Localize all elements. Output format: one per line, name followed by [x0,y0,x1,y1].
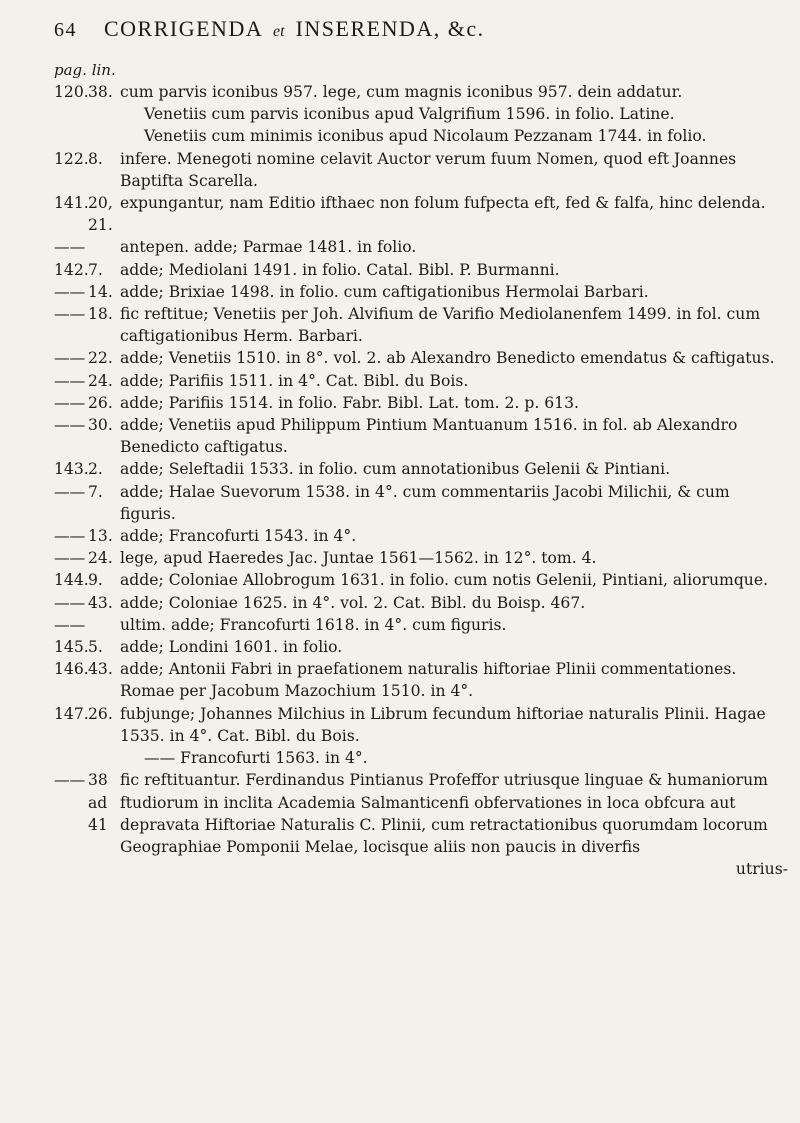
entry-text: adde; Francofurti 1543. in 4°. [120,527,357,546]
entry-page: —— [54,615,86,634]
errata-entry [54,481,788,525]
entry-text: fubjunge; Johannes Milchius in Librum fecundum hiftoriae naturalis Plinii. Hagae 1535. in 4°. Cat. Bibl. du Bois. [120,704,766,745]
errata-entry [54,547,788,569]
entry-text: antepen. adde; Parmae 1481. in folio. [120,238,417,257]
errata-entry [54,103,788,125]
errata-entry [54,347,788,369]
header-title-part2: INSERENDA, &c. [295,16,485,41]
entry-line: 7. [88,260,103,279]
running-header [54,16,794,42]
entry-text: adde; Brixiae 1498. in folio. cum caftigationibus Hermolai Barbari. [120,282,649,301]
entry-page: —— [54,527,86,546]
errata-list [54,81,788,880]
entry-line: 7. [88,482,103,501]
errata-entry [54,458,788,480]
column-heading-line: lin. [91,61,116,79]
errata-entry [54,636,788,658]
entry-line: 24. [88,371,113,390]
entry-page: —— [54,416,86,435]
errata-entry [54,414,788,458]
entry-text: adde; Venetiis 1510. in 8°. vol. 2. ab Alexandro Benedicto emendatus & caftigatus. [120,349,775,368]
entry-line: 14. [88,282,113,301]
entry-line: 22. [88,349,113,368]
entry-page: 143. [54,460,89,479]
entry-page: —— [54,371,86,390]
errata-entry [54,658,788,702]
entry-line: 18. [88,305,113,324]
errata-entry [54,592,788,614]
entry-text: fic reftitue; Venetiis per Joh. Alvifium de Varifio Mediolanenfem 1499. in fol. cum caftigationibus Herm. Barbari. [120,305,761,346]
entry-text: adde; Halae Suevorum 1538. in 4°. cum commentariis Jacobi Milichii, & cum figuris. [120,482,730,523]
errata-entry [54,148,788,192]
entry-page: —— [54,482,86,501]
header-title-part1: CORRIGENDA [104,16,263,41]
entry-line: 26. [88,393,113,412]
entry-page: —— [54,393,86,412]
errata-entry [54,125,788,147]
entry-text: Venetiis cum minimis iconibus apud Nicolaum Pezzanam 1744. in folio. [144,127,707,146]
errata-entry [54,858,788,880]
entry-text: adde; Coloniae Allobrogum 1631. in folio. cum notis Gelenii, Pintiani, aliorumque. [120,571,769,590]
errata-entry [54,370,788,392]
entry-line: 20, 21. [88,194,113,235]
entry-page: 141. [54,194,89,213]
errata-entry [54,81,788,103]
entry-line: 30. [88,416,113,435]
entry-text: ultim. adde; Francofurti 1618. in 4°. cum figuris. [120,615,507,634]
entry-line: 24. [88,549,113,568]
entry-text: adde; Londini 1601. in folio. [120,638,343,657]
errata-entry [54,703,788,747]
entry-line: 8. [88,149,103,168]
errata-entry [54,614,788,636]
errata-entry [54,259,788,281]
entry-page: —— [54,771,86,790]
entry-text: cum parvis iconibus 957. lege, cum magnis iconibus 957. dein addatur. [120,83,683,101]
page-number: 64 [54,19,77,41]
errata-entry [54,525,788,547]
entry-page: 145. [54,638,89,657]
errata-entry [54,769,788,858]
errata-entry [54,192,788,236]
entry-line: 26. [88,704,113,723]
entry-text: —— Francofurti 1563. in 4°. [144,749,368,768]
entry-line: 43. [88,593,113,612]
errata-entry [54,303,788,347]
entry-text: adde; Coloniae 1625. in 4°. vol. 2. Cat. Bibl. du Boisp. 467. [120,593,586,612]
entry-text: expungantur, nam Editio ifthaec non folum fufpecta eft, fed & falfa, hinc delenda. [120,194,766,213]
errata-entry [54,747,788,769]
entry-text: lege, apud Haeredes Jac. Juntae 1561—1562. in 12°. tom. 4. [120,549,597,568]
column-heading-page: pag. [54,61,87,79]
entry-page: —— [54,282,86,301]
errata-entry [54,569,788,591]
entry-text: adde; Parifiis 1511. in 4°. Cat. Bibl. du Bois. [120,371,469,390]
entry-text: adde; Seleftadii 1533. in folio. cum annotationibus Gelenii & Pintiani. [120,460,671,479]
entry-page: 147. [54,704,89,723]
entry-line: 2. [88,460,103,479]
entry-page: —— [54,593,86,612]
entry-text: adde; Parifiis 1514. in folio. Fabr. Bibl. Lat. tom. 2. p. 613. [120,393,579,412]
entry-page: —— [54,305,86,324]
entry-page: —— [54,238,86,257]
entry-line: 43. [88,660,113,679]
entry-text: fic reftituantur. Ferdinandus Pintianus Profeffor utriusque linguae & humaniorum ftudiorum in inclita Academia Salmanticenfi obfervationes in loca obfcura aut depravata Hiftoriae Naturalis C. Plinii, cum retractationibus quorumdam locorum Geographiae Pomponii Melae, locisque aliis non paucis in diverfis [120,771,768,856]
entry-text: infere. Menegoti nomine celavit Auctor verum fuum Nomen, quod eft Joannes Baptifta Scarella. [120,149,737,190]
errata-entry [54,281,788,303]
entry-text: adde; Venetiis apud Philippum Pintium Mantuanum 1516. in fol. ab Alexandro Benedicto caftigatus. [120,416,738,457]
entry-page: —— [54,349,86,368]
entry-page: 120. [54,83,89,101]
entry-line: 9. [88,571,103,590]
entry-text: adde; Mediolani 1491. in folio. Catal. Bibl. P. Burmanni. [120,260,560,279]
errata-entry [54,236,788,258]
entry-page: 146. [54,660,89,679]
entry-line: 38. [88,83,113,101]
errata-entry [54,392,788,414]
entry-text: adde; Antonii Fabri in praefationem naturalis hiftoriae Plinii commentationes. Romae per Jacobum Mazochium 1510. in 4°. [120,660,737,701]
entry-text: Venetiis cum parvis iconibus apud Valgrifium 1596. in folio. Latine. [144,105,675,124]
entry-line: 38 ad 41 [88,771,108,834]
entry-page: 142. [54,260,89,279]
entry-page: —— [54,549,86,568]
header-title-et: et [273,23,285,40]
entry-page: 122. [54,149,89,168]
entry-line: 13. [88,527,113,546]
column-headings [54,61,116,79]
entry-page: 144. [54,571,89,590]
entry-text: utrius- [735,860,788,879]
entry-line: 5. [88,638,103,657]
